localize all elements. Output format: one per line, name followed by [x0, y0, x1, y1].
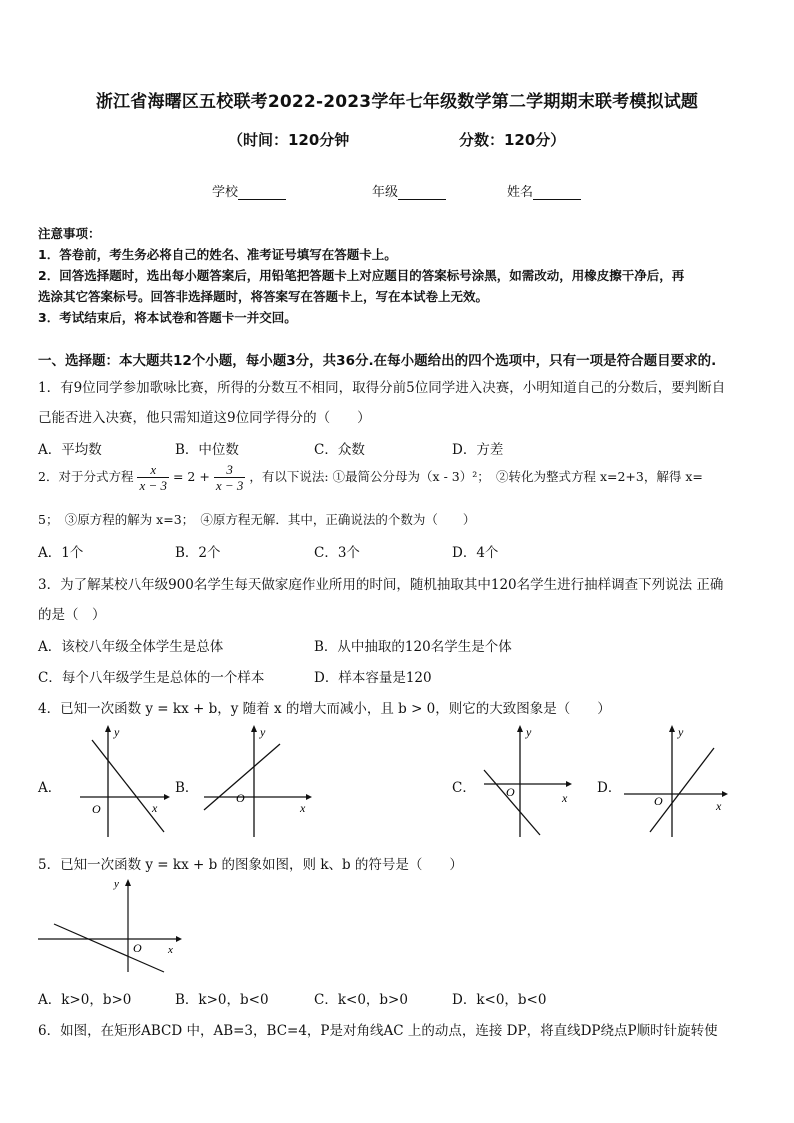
question-1-line2: 己能否进入决赛，他只需知道这9位同学得分的（ ）: [38, 410, 371, 426]
q4-option-c-label: C．: [452, 780, 476, 796]
x-label: x: [562, 791, 568, 805]
y-axis-arrow: [105, 725, 111, 732]
x-axis-arrow: [722, 791, 728, 797]
y-axis-arrow: [251, 725, 257, 732]
x-label: x: [716, 799, 722, 813]
x-label: x: [152, 801, 158, 815]
q1-option-b: B．中位数: [175, 442, 239, 458]
grade-field: [372, 181, 446, 200]
q1-option-a: A．平均数: [38, 442, 102, 458]
origin-label: O: [654, 794, 663, 808]
school-label: 学校: [212, 185, 239, 200]
exam-score: 分数：120分）: [459, 131, 566, 149]
q4-graph-d: [622, 722, 734, 842]
q1-option-c: C．众数: [314, 442, 365, 458]
q4-graph-c: [478, 722, 578, 842]
notice-item: 2．回答选择题时，选出每小题答案后，用铅笔把答题卡上对应题目的答案标号涂黑，如需改动，用橡皮擦干净后，再: [38, 268, 685, 283]
grade-blank: [398, 185, 446, 200]
question-3-line2: 的是（ ）: [38, 607, 106, 623]
notice-item: 选涂其它答案标号。回答非选择题时，将答案写在答题卡上，写在本试卷上无效。: [38, 289, 489, 304]
y-label: y: [526, 725, 532, 739]
q5-graph: [36, 872, 186, 982]
q4-option-d-label: D．: [597, 780, 622, 796]
fraction-1: [137, 462, 169, 493]
q2-prefix: 2．对于分式方程: [38, 469, 134, 484]
fraction-2-denominator: x − 3: [215, 478, 244, 493]
q5-option-b: B．k>0，b<0: [175, 992, 269, 1008]
notice-item: 1．答卷前，考生务必将自己的姓名、准考证号填写在答题卡上。: [38, 247, 397, 262]
origin-label: O: [506, 785, 515, 799]
function-line: [484, 770, 540, 835]
question-5-text: 5．已知一次函数 y = kx + b 的图象如图，则 k、b 的符号是（ ）: [38, 857, 463, 873]
q2-suffix: ，有以下说法: ①最简公分母为（x - 3）²； ②转化为整式方程 x=2+3，解得 x=: [249, 469, 703, 484]
function-line: [650, 748, 714, 832]
x-axis-arrow: [306, 794, 312, 800]
y-axis-arrow: [125, 879, 131, 886]
y-axis-arrow: [517, 725, 523, 732]
fraction-2: [214, 462, 246, 493]
q3-option-d: D．样本容量是120: [314, 670, 432, 686]
x-label: x: [168, 944, 173, 956]
name-field: [507, 181, 581, 200]
name-label: 姓名: [507, 185, 534, 200]
x-axis-arrow: [164, 794, 170, 800]
origin-label: O: [92, 802, 101, 816]
question-3-line1: 3．为了解某校八年级900名学生每天做家庭作业所用的时间，随机抽取其中120名学生进行抽样调查下列说法 正确: [38, 577, 724, 593]
fraction-2-numerator: 3: [214, 462, 246, 478]
q5-option-c: C．k<0，b>0: [314, 992, 408, 1008]
q1-option-d: D．方差: [452, 442, 504, 458]
q3-option-a: A．该校八年级全体学生是总体: [38, 639, 224, 655]
grade-label: 年级: [372, 185, 399, 200]
q4-graph-b: [202, 722, 317, 842]
q5-option-d: D．k<0，b<0: [452, 992, 547, 1008]
x-axis-arrow: [566, 781, 572, 787]
y-label: y: [114, 725, 120, 739]
y-label: y: [678, 725, 684, 739]
origin-label: O: [236, 791, 245, 805]
q4-option-a-label: A．: [38, 780, 62, 796]
page-title: 浙江省海曙区五校联考2022-2023学年七年级数学第二学期期末联考模拟试题: [95, 92, 699, 112]
question-2-line1: [38, 462, 703, 493]
origin-label: O: [133, 941, 142, 955]
function-line: [92, 740, 164, 832]
school-blank: [238, 185, 286, 200]
question-6-line1: 6．如图，在矩形ABCD 中，AB=3，BC=4，P是对角线AC 上的动点，连接 DP，将直线DP绕点P顺时针旋转使: [38, 1023, 718, 1039]
name-blank: [533, 185, 581, 200]
question-4-text: 4．已知一次函数 y = kx + b，y 随着 x 的增大而减小，且 b > 0，则它的大致图象是（ ）: [38, 701, 611, 717]
x-label: x: [300, 801, 306, 815]
function-line: [54, 924, 164, 972]
y-axis-arrow: [669, 725, 675, 732]
exam-time: （时间：120分钟: [228, 131, 350, 149]
q5-option-a: A．k>0，b>0: [38, 992, 132, 1008]
q4-graph-a: [72, 722, 172, 842]
q3-option-b: B．从中抽取的120名学生是个体: [314, 639, 512, 655]
y-label: y: [114, 878, 119, 890]
q2-option-c: C．3个: [314, 545, 360, 561]
q2-option-a: A．1个: [38, 545, 84, 561]
notice-heading: 注意事项：: [38, 226, 101, 241]
q4-option-b-label: B．: [175, 780, 199, 796]
q2-mid: = 2 +: [172, 469, 210, 484]
q2-option-b: B．2个: [175, 545, 221, 561]
fraction-1-denominator: x − 3: [139, 478, 167, 493]
section-heading: 一、选择题：本大题共12个小题，每小题3分，共36分.在每小题给出的四个选项中，只有一项是符合题目要求的.: [38, 353, 717, 369]
x-axis-arrow: [176, 936, 182, 942]
question-2-line2: 5； ③原方程的解为 x=3； ④原方程无解．其中，正确说法的个数为（ ）: [38, 512, 476, 527]
q2-option-d: D．4个: [452, 545, 499, 561]
fraction-1-numerator: x: [137, 462, 169, 478]
notice-item: 3．考试结束后，将本试卷和答题卡一并交回。: [38, 310, 297, 325]
q3-option-c: C．每个八年级学生是总体的一个样本: [38, 670, 265, 686]
question-1-line1: 1．有9位同学参加歌咏比赛，所得的分数互不相同，取得分前5位同学进入决赛，小明知道自己的分数后，要判断自: [38, 380, 726, 396]
y-label: y: [260, 725, 266, 739]
school-field: [212, 181, 286, 200]
